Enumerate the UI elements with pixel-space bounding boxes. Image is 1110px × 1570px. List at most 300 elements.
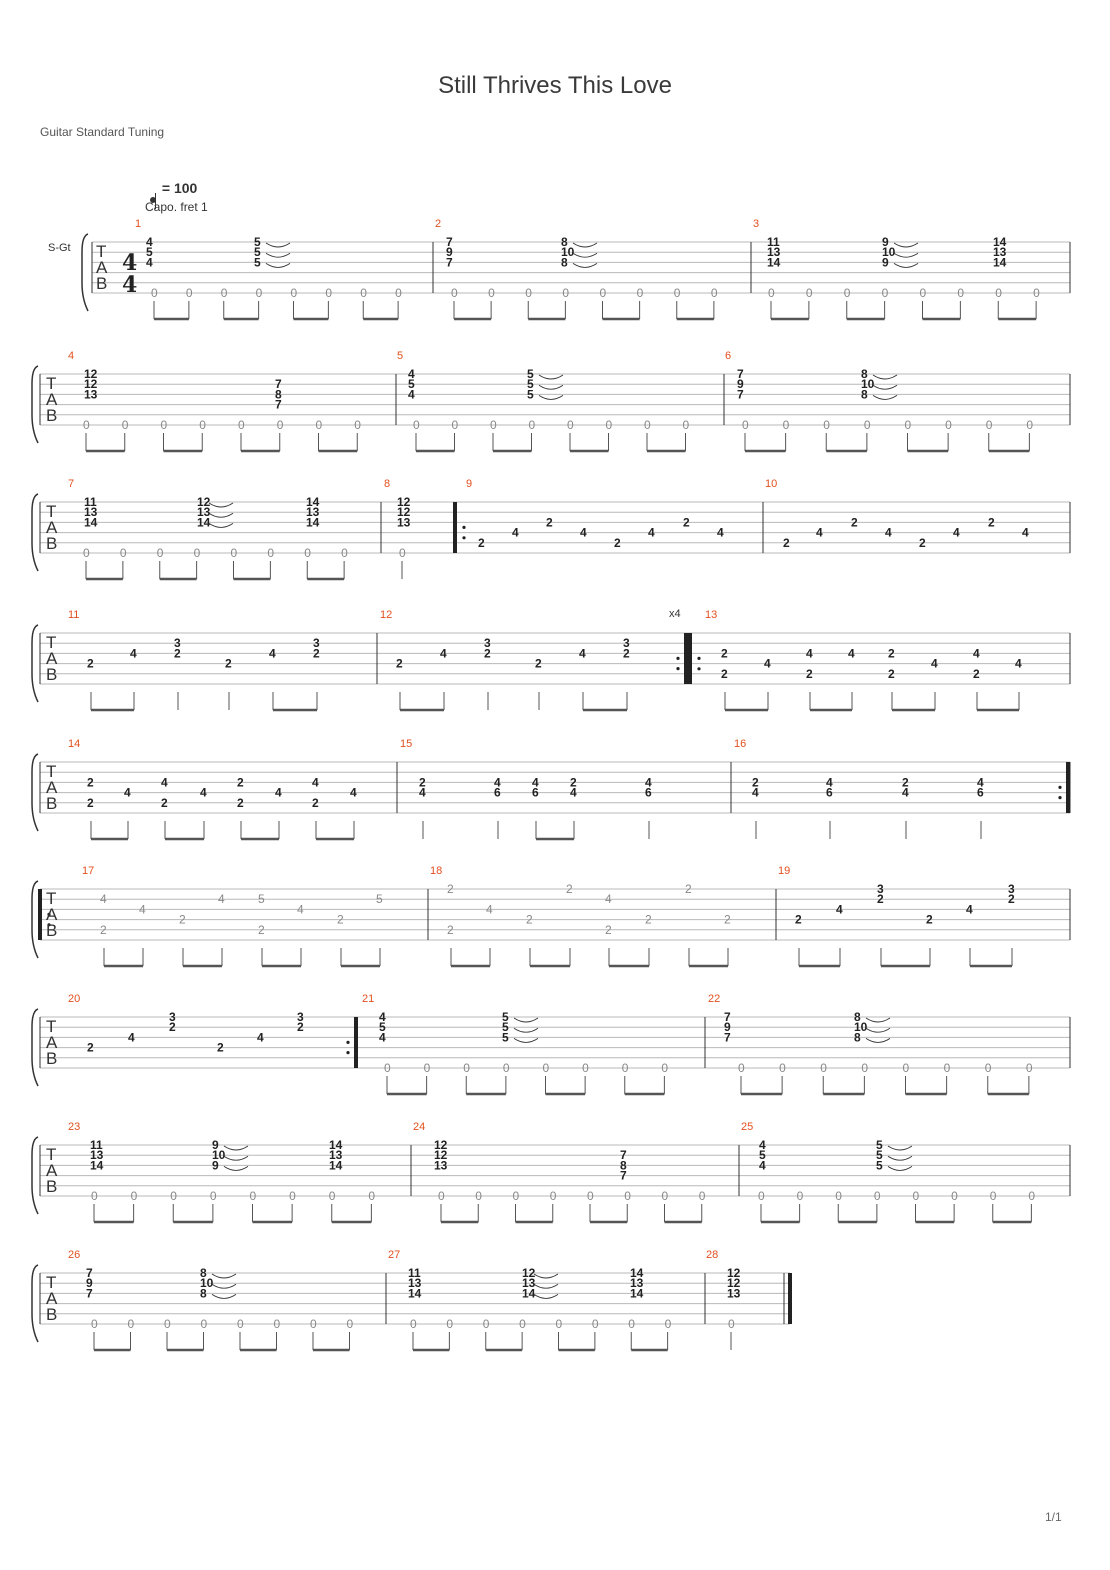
tab-note: 0: [582, 1061, 589, 1075]
tab-note: 2: [806, 666, 813, 681]
tab-note: 14: [306, 495, 320, 509]
repeat-dot: [462, 536, 465, 539]
measure-number: 20: [68, 993, 81, 1005]
tab-note: 4: [297, 902, 304, 917]
tie-arc: [209, 523, 233, 527]
tab-note: 0: [1028, 1189, 1036, 1203]
tab-note: 2: [623, 646, 630, 661]
tab-note: 5: [502, 1030, 509, 1045]
tab-clef-letter: B: [46, 665, 58, 684]
tab-note: 0: [156, 546, 164, 560]
tab-note: 12: [197, 495, 211, 509]
tab-note: 10: [854, 1020, 868, 1035]
tab-note: 0: [410, 1317, 417, 1331]
tab-note: 0: [91, 1189, 98, 1203]
tab-note: 0: [742, 418, 749, 432]
tab-note: 2: [225, 656, 232, 671]
tab-note: 4: [570, 785, 577, 800]
time-signature-top: 4: [122, 250, 138, 276]
measure-number: 2: [435, 218, 442, 230]
tab-note: 0: [945, 418, 952, 432]
tab-note: 5: [502, 1010, 509, 1024]
tab-note: 0: [664, 1317, 672, 1331]
tab-note: 0: [912, 1189, 920, 1203]
tab-note: 4: [848, 646, 855, 661]
tab-note: 14: [90, 1158, 104, 1173]
tie-arc: [573, 243, 597, 247]
tab-note: 0: [423, 1061, 431, 1075]
tab-note: 2: [313, 646, 320, 661]
tab-note: 8: [561, 255, 568, 270]
system-brace: [32, 494, 38, 571]
tab-clef-letter: T: [46, 633, 57, 652]
tab-note: 7: [620, 1148, 627, 1163]
measure-number: 9: [466, 478, 473, 490]
tab-note: 2: [447, 882, 454, 896]
system-brace: [32, 625, 38, 702]
tie-arc: [873, 385, 897, 389]
tab-note: 5: [379, 1020, 386, 1035]
tab-note: 2: [174, 646, 181, 661]
tab-note: 0: [91, 1317, 98, 1331]
tie-arc: [212, 1284, 236, 1288]
tab-note: 4: [605, 892, 612, 907]
repeat-count: x4: [669, 608, 681, 620]
tab-note: 12: [434, 1138, 448, 1152]
tab-note: 9: [882, 255, 889, 270]
tab-note: 0: [354, 418, 361, 432]
tab-note: 0: [127, 1317, 135, 1331]
measure-number: 7: [68, 478, 75, 490]
tab-note: 2: [447, 922, 454, 937]
tab-note: 0: [1033, 286, 1040, 300]
tab-note: 9: [446, 245, 453, 260]
tab-note: 14: [630, 1286, 644, 1301]
tab-note: 0: [490, 418, 497, 432]
system-brace: [32, 1009, 38, 1086]
tab-note: 0: [230, 546, 238, 560]
tab-clef-letter: B: [46, 406, 58, 425]
tab-note: 0: [605, 418, 613, 432]
tab-note: 5: [527, 387, 534, 402]
tab-note: 14: [197, 515, 211, 530]
tab-clef-letter: A: [46, 649, 58, 668]
tab-note: 2: [396, 656, 403, 671]
tab-note: 0: [698, 1189, 706, 1203]
measure-number: 19: [778, 865, 791, 877]
measure-number: 3: [753, 218, 760, 230]
repeat-dot: [697, 657, 700, 660]
tab-note: 0: [130, 1189, 138, 1203]
tab-note: 3: [877, 882, 884, 896]
tab-note: 0: [446, 1317, 454, 1331]
tab-note: 0: [237, 1317, 244, 1331]
tab-clef-letter: B: [46, 921, 58, 940]
tab-note: 0: [360, 286, 367, 300]
tab-note: 13: [329, 1148, 343, 1163]
tab-note: 2: [161, 795, 168, 810]
measure-number: 27: [388, 1249, 401, 1261]
tab-note: 2: [237, 795, 244, 810]
tab-note: 0: [984, 1061, 992, 1075]
tab-clef-letter: A: [46, 1033, 58, 1052]
tab-note: 10: [212, 1148, 226, 1163]
system-brace: [32, 366, 38, 443]
tab-note: 5: [527, 377, 534, 392]
measure-number: 4: [68, 350, 75, 362]
tab-note: 8: [275, 387, 282, 402]
tab-note: 0: [957, 286, 965, 300]
measure-number: 5: [397, 350, 404, 362]
tab-note: 3: [313, 636, 320, 651]
tie-arc: [866, 1028, 890, 1032]
measure-number: 8: [384, 478, 391, 490]
tab-note: 0: [276, 418, 284, 432]
tab-note: 4: [836, 902, 843, 917]
tie-arc: [534, 1294, 558, 1298]
tab-note: 2: [919, 535, 926, 550]
tab-clef-letter: A: [46, 390, 58, 409]
tab-note: 2: [169, 1020, 176, 1035]
tab-note: 4: [512, 525, 519, 540]
tab-note: 9: [882, 235, 889, 249]
tie-arc: [888, 1166, 912, 1170]
measure-number: 25: [741, 1121, 754, 1133]
tab-note: 0: [782, 418, 790, 432]
tab-note: 12: [397, 505, 411, 520]
tab-note: 0: [873, 1189, 881, 1203]
tab-note: 0: [881, 286, 889, 300]
tab-note: 4: [973, 646, 980, 661]
measure-number: 28: [706, 1249, 719, 1261]
track-label: S-Gt: [48, 242, 71, 254]
tab-note: 0: [384, 1061, 391, 1075]
tab-note: 0: [861, 1061, 869, 1075]
tab-note: 0: [863, 418, 871, 432]
tab-note: 2: [312, 795, 319, 810]
tab-note: 4: [1022, 525, 1029, 540]
repeat-dot: [697, 667, 700, 670]
tab-note: 4: [408, 367, 415, 381]
tab-note: 11: [767, 235, 780, 249]
tab-note: 11: [90, 1138, 103, 1152]
measure-number: 1: [135, 218, 142, 230]
tab-note: 0: [368, 1189, 376, 1203]
tab-note: 0: [919, 286, 927, 300]
tab-note: 2: [614, 535, 621, 550]
tab-note: 0: [562, 286, 570, 300]
tab-note: 2: [87, 775, 94, 790]
tie-arc: [209, 503, 233, 507]
tab-note: 9: [212, 1138, 219, 1152]
tab-note: 14: [522, 1286, 536, 1301]
tab-clef-letter: T: [96, 242, 107, 261]
tie-arc: [514, 1028, 538, 1032]
tab-note: 0: [267, 546, 275, 560]
tab-note: 8: [861, 367, 868, 381]
tab-note: 0: [328, 1189, 336, 1203]
tab-note: 5: [254, 255, 261, 270]
tab-note: 7: [275, 397, 282, 412]
tab-note: 5: [502, 1020, 509, 1035]
tab-note: 4: [826, 775, 833, 790]
tab-note: 0: [644, 418, 651, 432]
tab-note: 4: [977, 775, 984, 790]
tie-arc: [539, 395, 563, 399]
tab-note: 0: [315, 418, 323, 432]
tie-arc: [224, 1146, 248, 1150]
tab-note: 4: [440, 646, 447, 661]
tab-note: 0: [200, 1317, 208, 1331]
tab-note: 4: [124, 785, 131, 800]
tab-note: 0: [904, 418, 912, 432]
tab-note: 2: [87, 795, 94, 810]
tab-note: 14: [993, 235, 1007, 249]
tab-note: 4: [752, 785, 759, 800]
tab-note: 0: [682, 418, 690, 432]
tab-note: 2: [888, 646, 895, 661]
tab-note: 7: [737, 367, 744, 381]
tab-note: 14: [329, 1138, 343, 1152]
tab-note: 9: [86, 1276, 93, 1291]
tab-note: 0: [989, 1189, 997, 1203]
tab-note: 8: [620, 1158, 627, 1173]
tab-note: 13: [630, 1276, 644, 1291]
tab-note: 2: [478, 535, 485, 550]
tab-note: 0: [199, 418, 206, 432]
tab-note: 13: [993, 245, 1007, 260]
tab-note: 4: [408, 387, 415, 402]
tab-note: 3: [1008, 882, 1015, 896]
tab-note: 0: [341, 546, 348, 560]
tie-arc: [573, 263, 597, 267]
tab-note: 2: [752, 775, 759, 790]
tab-note: 13: [90, 1148, 104, 1163]
tab-clef-letter: T: [46, 502, 57, 521]
tie-arc: [866, 1018, 890, 1022]
tab-note: 2: [546, 515, 553, 530]
tab-note: 5: [527, 367, 534, 381]
tab-note: 0: [310, 1317, 317, 1331]
tab-note: 7: [86, 1286, 93, 1301]
tab-note: 12: [84, 367, 98, 381]
tab-note: 13: [522, 1276, 536, 1291]
tab-note: 0: [290, 286, 298, 300]
tab-note: 13: [197, 505, 211, 520]
tab-note: 2: [484, 646, 491, 661]
tab-note: 0: [995, 286, 1002, 300]
tab-note: 4: [130, 646, 137, 661]
tab-note: 12: [397, 495, 411, 509]
measure-number: 6: [725, 350, 732, 362]
tie-arc: [888, 1146, 912, 1150]
tab-note: 2: [888, 666, 895, 681]
tab-note: 0: [512, 1189, 520, 1203]
tab-note: 0: [482, 1317, 490, 1331]
tab-note: 0: [475, 1189, 482, 1203]
tab-note: 2: [645, 912, 652, 927]
tab-note: 2: [87, 656, 94, 671]
tab-note: 0: [820, 1061, 827, 1075]
tab-note: 12: [727, 1266, 741, 1280]
tie-arc: [209, 513, 233, 517]
tab-note: 5: [146, 245, 153, 260]
tab-note: 13: [767, 245, 781, 260]
tab-clef-letter: B: [46, 534, 58, 553]
tab-note: 4: [764, 656, 771, 671]
tab-note: 2: [100, 922, 107, 937]
tab-note: 4: [100, 892, 107, 907]
tab-note: 13: [434, 1158, 448, 1173]
tab-note: 2: [297, 1020, 304, 1035]
tab-note: 4: [128, 1030, 135, 1045]
tab-note: 2: [1008, 892, 1015, 907]
tab-note: 0: [209, 1189, 217, 1203]
tab-note: 0: [438, 1189, 445, 1203]
tab-note: 4: [146, 235, 153, 249]
tab-note: 6: [826, 785, 833, 800]
tab-note: 11: [408, 1266, 421, 1280]
tab-note: 2: [419, 775, 426, 790]
tab-note: 3: [623, 636, 630, 651]
tab-note: 4: [806, 646, 813, 661]
repeat-dot: [346, 1051, 349, 1054]
tab-note: 2: [851, 515, 858, 530]
tab-note: 8: [854, 1030, 861, 1045]
tab-note: 13: [84, 505, 98, 520]
tab-note: 0: [273, 1317, 281, 1331]
tab-note: 0: [661, 1189, 669, 1203]
tab-note: 2: [179, 912, 186, 927]
tab-note: 0: [238, 418, 245, 432]
tab-note: 0: [902, 1061, 910, 1075]
tab-note: 0: [164, 1317, 171, 1331]
measure-number: 18: [430, 865, 443, 877]
tab-note: 2: [337, 912, 344, 927]
tab-clef-letter: A: [46, 778, 58, 797]
tie-arc: [534, 1284, 558, 1288]
time-signature-bottom: 4: [122, 272, 138, 298]
repeat-dot: [346, 1041, 349, 1044]
repeat-dot: [676, 667, 679, 670]
tab-note: 9: [724, 1020, 731, 1035]
tab-note: 8: [200, 1286, 207, 1301]
tab-note: 0: [519, 1317, 526, 1331]
tab-note: 0: [943, 1061, 951, 1075]
tab-clef-letter: T: [46, 762, 57, 781]
tab-note: 0: [805, 286, 813, 300]
tab-note: 14: [630, 1266, 644, 1280]
tab-note: 0: [661, 1061, 669, 1075]
tab-note: 2: [535, 656, 542, 671]
tab-note: 0: [673, 286, 681, 300]
tab-note: 3: [484, 636, 491, 651]
tab-note: 3: [297, 1010, 304, 1024]
tab-clef-letter: T: [46, 889, 57, 908]
tie-arc: [873, 375, 897, 379]
tab-note: 0: [304, 546, 311, 560]
tab-note: 4: [717, 525, 724, 540]
measure-number: 11: [68, 609, 80, 621]
system-brace: [32, 1265, 38, 1342]
tab-clef-letter: B: [46, 1049, 58, 1068]
tab-note: 5: [408, 377, 415, 392]
tie-arc: [224, 1166, 248, 1170]
tab-note: 0: [636, 286, 644, 300]
tab-note: 0: [542, 1061, 550, 1075]
tie-arc: [539, 385, 563, 389]
tab-clef-letter: A: [46, 1289, 58, 1308]
tab-note: 3: [169, 1010, 176, 1024]
tab-note: 4: [532, 775, 539, 790]
tab-note: 2: [973, 666, 980, 681]
tie-arc: [212, 1274, 236, 1278]
tab-note: 0: [151, 286, 158, 300]
tab-clef-letter: T: [46, 1273, 57, 1292]
tab-note: 5: [254, 235, 261, 249]
tab-note: 0: [710, 286, 718, 300]
tie-arc: [888, 1156, 912, 1160]
tab-note: 4: [146, 255, 153, 270]
tab-note: 0: [628, 1317, 635, 1331]
repeat-dot: [676, 657, 679, 660]
tab-note: 7: [724, 1030, 731, 1045]
tab-note: 0: [451, 418, 459, 432]
tab-note: 0: [193, 546, 201, 560]
tab-note: 4: [759, 1138, 766, 1152]
tab-note: 0: [768, 286, 775, 300]
tab-note: 2: [721, 666, 728, 681]
tab-note: 10: [561, 245, 575, 260]
tab-note: 0: [185, 286, 193, 300]
tab-clef-letter: A: [46, 905, 58, 924]
tab-note: 5: [876, 1158, 883, 1173]
tab-note: 5: [376, 892, 383, 907]
tab-note: 5: [254, 245, 261, 260]
tab-note: 0: [587, 1189, 594, 1203]
system-brace: [82, 234, 88, 311]
tab-note: 0: [1025, 1061, 1033, 1075]
tab-note: 2: [258, 922, 265, 937]
tab-note: 4: [953, 525, 960, 540]
tab-note: 8: [561, 235, 568, 249]
tie-arc: [266, 243, 290, 247]
tab-note: 0: [325, 286, 333, 300]
tab-note: 4: [902, 785, 909, 800]
tab-note: 4: [759, 1158, 766, 1173]
repeat-dot: [1058, 786, 1061, 789]
tab-note: 2: [724, 912, 731, 927]
tab-note: 2: [685, 882, 692, 896]
tab-note: 4: [816, 525, 823, 540]
tab-note: 2: [605, 922, 612, 937]
tab-note: 6: [977, 785, 984, 800]
tab-note: 14: [767, 255, 781, 270]
measure-number: 23: [68, 1121, 81, 1133]
tab-note: 2: [988, 515, 995, 530]
tie-arc: [539, 375, 563, 379]
tie-arc: [224, 1156, 248, 1160]
tab-note: 2: [570, 775, 577, 790]
tab-note: 13: [727, 1286, 741, 1301]
tab-note: 12: [522, 1266, 536, 1280]
tab-note: 6: [645, 785, 652, 800]
system-brace: [32, 881, 38, 958]
tab-clef-letter: A: [46, 518, 58, 537]
tab-note: 6: [532, 785, 539, 800]
tab-note: 0: [170, 1189, 177, 1203]
tab-note: 4: [580, 525, 587, 540]
